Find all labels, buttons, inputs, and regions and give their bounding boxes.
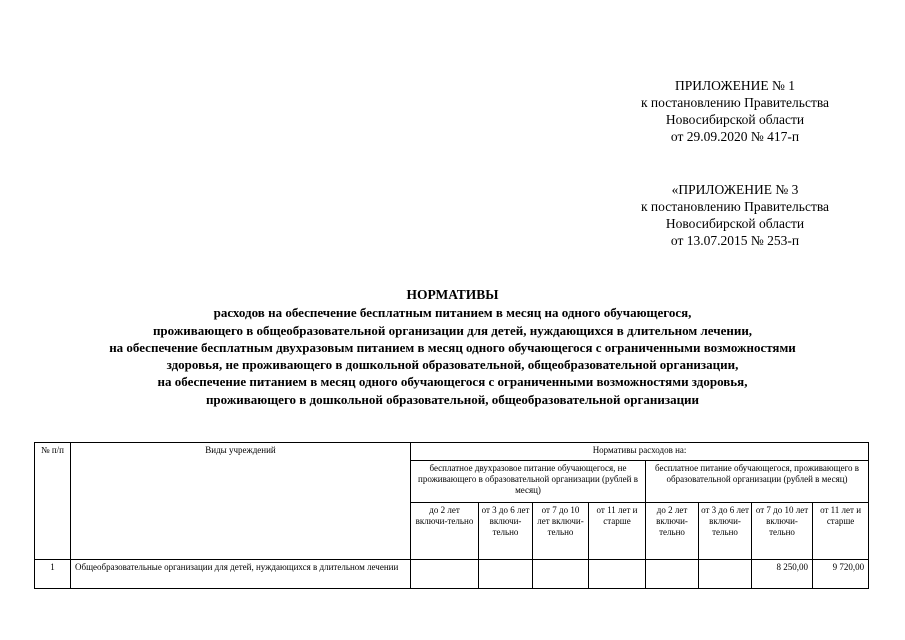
row-value bbox=[646, 560, 699, 589]
title-line: проживающего в дошкольной образовательной, общеобразовательной организации bbox=[205, 391, 700, 407]
row-value bbox=[533, 560, 589, 589]
age-col-header: от 7 до 10 лет включи-тельно bbox=[752, 503, 813, 560]
row-num: 1 bbox=[35, 560, 71, 589]
appendix-1-line: ПРИЛОЖЕНИЕ № 1 bbox=[674, 78, 796, 93]
age-col-header: от 3 до 6 лет включи-тельно bbox=[699, 503, 752, 560]
age-col-header: до 2 лет включи-тельно bbox=[646, 503, 699, 560]
norms-header: Нормативы расходов на: bbox=[411, 443, 869, 461]
appendix-1-reference bbox=[600, 77, 870, 145]
title-line: на обеспечение бесплатным двухразовым питанием в месяц одного обучающегося с ограниченными возможностями bbox=[109, 339, 796, 355]
row-type: Общеобразовательные организации для детей, нуждающихся в длительном лечении bbox=[71, 560, 411, 589]
age-col-header: до 2 лет включи-тельно bbox=[411, 503, 479, 560]
title-line: здоровья, не проживающего в дошкольной образовательной, общеобразовательной организации, bbox=[166, 357, 739, 373]
appendix-1-line: от 29.09.2020 № 417-п bbox=[670, 129, 800, 144]
title-line: расходов на обеспечение бесплатным питанием в месяц на одного обучающегося, bbox=[213, 305, 692, 321]
appendix-3-line: к постановлению Правительства bbox=[640, 199, 830, 214]
row-value bbox=[411, 560, 479, 589]
appendix-3-line: Новосибирской области bbox=[665, 216, 805, 231]
norms-table bbox=[34, 442, 869, 589]
row-value bbox=[479, 560, 533, 589]
appendix-3-reference bbox=[600, 181, 870, 249]
title-line: проживающего в общеобразовательной организации для детей, нуждающихся в длительном лечении, bbox=[152, 322, 753, 338]
appendix-3-line: от 13.07.2015 № 253-п bbox=[670, 233, 800, 248]
table-row bbox=[35, 560, 869, 589]
age-col-header: от 11 лет и старше bbox=[813, 503, 869, 560]
col-types-header: Виды учреждений bbox=[71, 443, 411, 560]
row-value bbox=[699, 560, 752, 589]
row-value: 8 250,00 bbox=[752, 560, 813, 589]
col-num-header: № п/п bbox=[35, 443, 71, 560]
age-col-header: от 3 до 6 лет включи-тельно bbox=[479, 503, 533, 560]
group2-header: бесплатное питание обучающегося, проживающего в образовательной организации (рублей в месяц) bbox=[646, 461, 869, 503]
appendix-1-line: Новосибирской области bbox=[665, 112, 805, 127]
title-line: на обеспечение питанием в месяц одного обучающегося с ограниченными возможностями здоровья, bbox=[157, 374, 748, 390]
appendix-3-line: «ПРИЛОЖЕНИЕ № 3 bbox=[671, 182, 799, 197]
age-col-header: от 7 до 10 лет включи-тельно bbox=[533, 503, 589, 560]
group1-header: бесплатное двухразовое питание обучающегося, не проживающего в образовательной организации (рублей в месяц) bbox=[411, 461, 646, 503]
title-heading: НОРМАТИВЫ bbox=[406, 287, 499, 302]
appendix-1-line: к постановлению Правительства bbox=[640, 95, 830, 110]
document-title bbox=[20, 286, 885, 408]
row-value bbox=[589, 560, 646, 589]
row-value: 9 720,00 bbox=[813, 560, 869, 589]
age-col-header: от 11 лет и старше bbox=[589, 503, 646, 560]
